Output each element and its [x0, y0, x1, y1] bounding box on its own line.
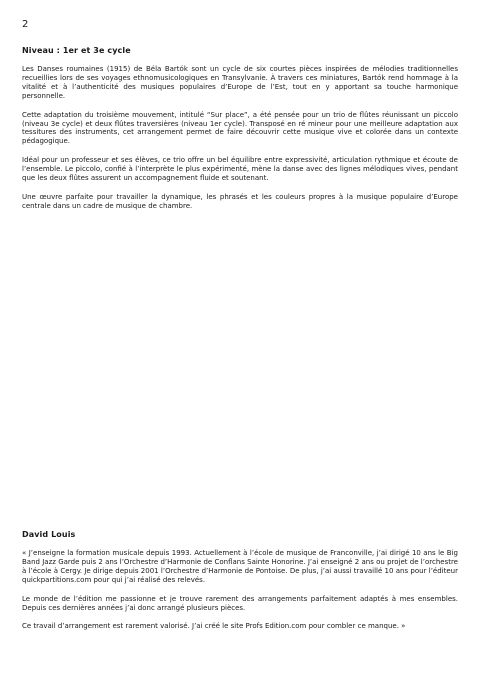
author-paragraph-1: « J’enseigne la formation musicale depuis 1993. Actuellement à l’école de musique de Franconville, j’ai dirigé 10 ans le Big Band Jazz Garde puis 2 ans l’Orchestre d’Harmonie de Conflans Sainte Honorine. J’ai enseigné 2 ans ou projet de l’orchestre à l’école à Cergy. Je dirige depuis 2001 l’Orchestre d’Harmonie de Pontoise. De plus, j’ai aussi travaillé 10 ans pour l’éditeur quickpartitions.com pour qui j’ai réalisé des relevés. — [22, 549, 458, 584]
author-paragraph-3: Ce travail d’arrangement est rarement valorisé. J’ai créé le site Profs Edition.com pour combler ce manque. » — [22, 622, 406, 631]
level-heading: Niveau : 1er et 3e cycle — [22, 46, 131, 55]
author-heading: David Louis — [22, 530, 76, 539]
level-paragraph-3: Idéal pour un professeur et ses élèves, ce trio offre un bel équilibre entre expressivité, articulation rythmique et écoute de l’ensemble. Le piccolo, confié à l’interprète le plus expérimenté, mène la danse avec des lignes mélodiques vives, pendant que les deux flûtes assurent un accompagnement fluide et soutenant. — [22, 156, 458, 183]
author-paragraph-2: Le monde de l’édition me passionne et je trouve rarement des arrangements parfaitement adaptés à mes ensembles. Depuis ces dernières années j’ai donc arrangé plusieurs pièces. — [22, 594, 458, 612]
level-section — [22, 46, 458, 221]
level-paragraph-2: Cette adaptation du troisième mouvement, intitulé “Sur place”, a été pensée pour un trio de flûtes réunissant un piccolo (niveau 3e cycle) et deux flûtes traversières (niveau 1er cycle). Transposé en ré mineur pour une meilleure adaptation aux tessitures des instruments, cet arrangement permet de faire découvrir cette musique vive et colorée dans un contexte pédagogique. — [22, 110, 458, 146]
author-section — [22, 530, 458, 641]
page-number: 2 — [22, 19, 29, 30]
level-paragraph-1: Les Danses roumaines (1915) de Béla Bartók sont un cycle de six courtes pièces inspirées de mélodies traditionnelles recueillies lors de ses voyages ethnomusicologiques en Transylvanie. À travers ces miniatures, Bartók rend hommage à la vitalité et à l’authenticité des musiques populaires d’Europe de l’Est, tout en y apportant sa touche harmonique personnelle. — [22, 65, 458, 100]
level-paragraph-4: Une œuvre parfaite pour travailler la dynamique, les phrasés et les couleurs propres à la musique populaire d’Europe centrale dans un cadre de musique de chambre. — [22, 192, 458, 210]
